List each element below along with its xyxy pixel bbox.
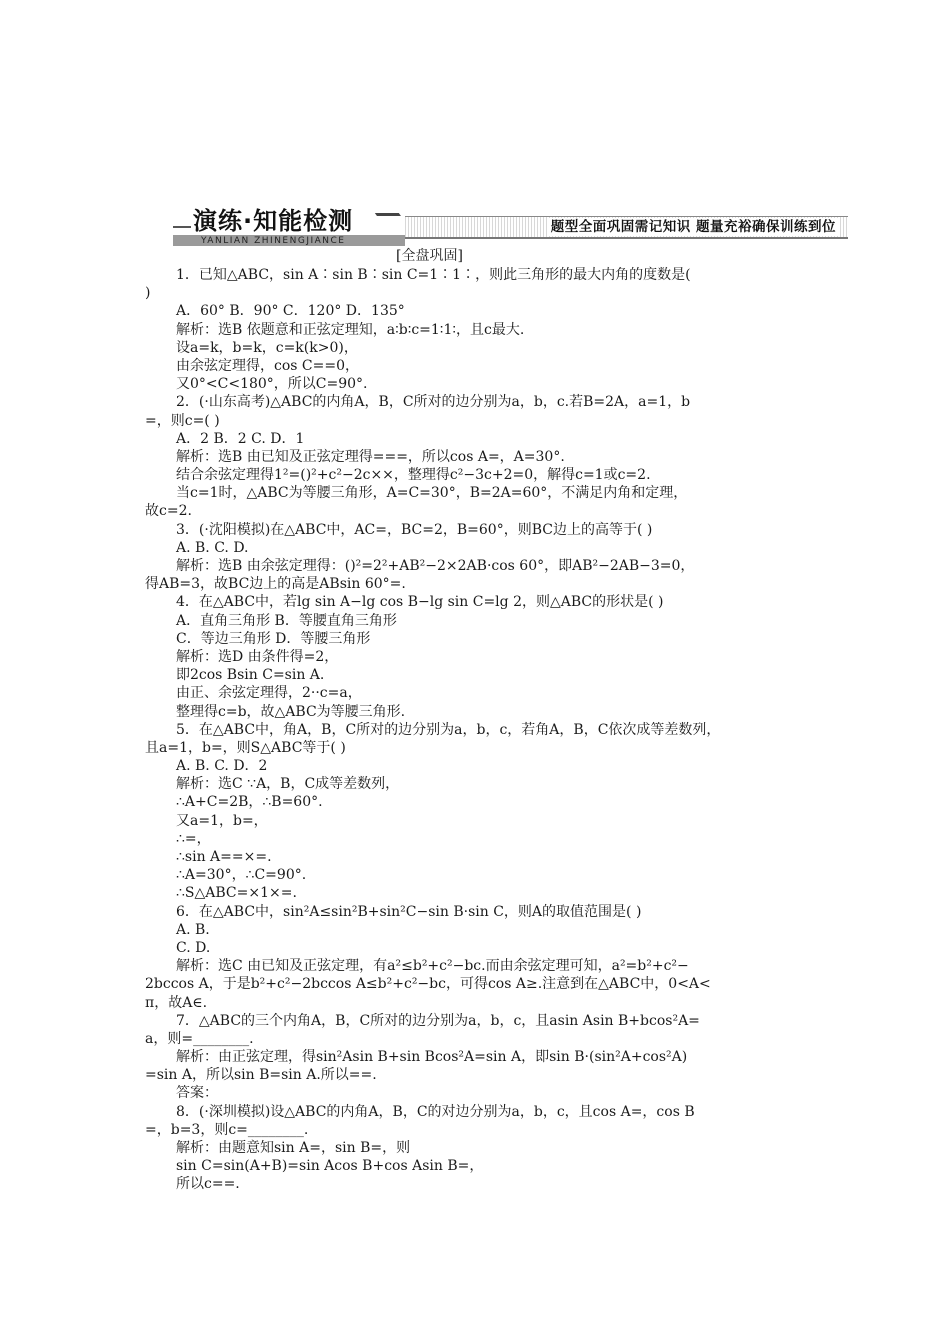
text-line: C．等边三角形 D．等腰三角形: [176, 630, 371, 647]
text-line: 2．(·山东高考)△ABC的内角A，B，C所对的边分别为a，b，c.若B=2A，a=1，b: [176, 394, 691, 411]
text-line: 即2cos Bsin C=sin A.: [176, 667, 325, 684]
text-line: 3．(·沈阳模拟)在△ABC中，AC=，BC=2，B=60°，则BC边上的高等于( ): [176, 521, 653, 538]
text-line: 整理得c=b，故△ABC为等腰三角形.: [176, 703, 406, 720]
text-line: 又a=1，b=，: [176, 812, 268, 829]
text-line: 7．△ABC的三个内角A，B，C所对的边分别为a，b，c，且asin Asin B+bcos²A=: [176, 1012, 700, 1029]
text-line: 解析：选C 由已知及正弦定理，有a²≤b²+c²−bc.而由余弦定理可知，a²=b²+c²−: [176, 958, 689, 975]
text-line: ∴sin A==×=.: [176, 849, 272, 865]
text-line: 5．在△ABC中，角A，B，C所对的边分别为a，b，c，若角A，B，C依次成等差数列，: [176, 721, 721, 738]
text-line: 解析：选C ∵A，B，C成等差数列，: [176, 776, 400, 793]
text-line: =，b=3，则c=________.: [145, 1121, 309, 1138]
text-line: 解析：选B 由余弦定理得：()²=2²+AB²−2×2AB·cos 60°，即AB²−2AB−3=0，: [176, 558, 695, 574]
text-line: 8．(·深圳模拟)设△ABC的内角A，B，C的对边分别为a，b，c，且cos A=，cos B: [176, 1103, 695, 1120]
text-line: ∴A=30°，∴C=90°.: [176, 867, 307, 884]
text-line: π，故A∈.: [145, 994, 208, 1011]
text-line: sin C=sin(A+B)=sin Acos B+cos Asin B=，: [176, 1158, 484, 1175]
text-line: 6．在△ABC中，sin²A≤sin²B+sin²C−sin B·sin C，则A的取值范围是( ): [176, 903, 642, 920]
text-line: 解析：由正弦定理，得sin²Asin B+sin Bcos²A=sin A，即sin B·(sin²A+cos²A): [176, 1049, 688, 1066]
text-line: 结合余弦定理得1²=()²+c²−2c××，整理得c²−3c+2=0，解得c=1或c=2.: [176, 467, 651, 484]
text-line: A．2 B．2 C. D．1: [176, 430, 305, 447]
text-line: 所以c==.: [176, 1176, 240, 1193]
text-line: 设a=k，b=k，c=k(k>0)，: [176, 339, 358, 356]
text-line: =，则c=( ): [145, 412, 220, 429]
text-line: 由余弦定理得，cos C==0，: [176, 357, 359, 374]
text-line: C. D.: [176, 939, 211, 956]
text-line: 由正、余弦定理得，2··c=a，: [176, 685, 362, 702]
text-line: ): [145, 285, 151, 302]
banner-pinyin: YANLIAN ZHINENGJIANCE: [201, 236, 346, 246]
text-line: A．60° B．90° C．120° D．135°: [176, 303, 405, 320]
text-line: a，则=________.: [145, 1030, 254, 1047]
text-line: A. B. C. D．2: [176, 758, 268, 775]
text-line: 得AB=3，故BC边上的高是ABsin 60°=.: [145, 576, 406, 593]
text-line: 又0°<C<180°，所以C=90°.: [176, 376, 368, 393]
banner-tagline-strip: [405, 216, 848, 239]
text-line: 2bccos A，于是b²+c²−2bccos A≤b²+c²−bc，可得cos A≥.注意到在△ABC中，0<A<: [145, 976, 711, 993]
text-line: 当c=1时，△ABC为等腰三角形，A=C=30°，B=2A=60°，不满足内角和定理，: [176, 485, 688, 502]
text-line: 4．在△ABC中，若lg sin A−lg cos B−lg sin C=lg 2，则△ABC的形状是( ): [176, 594, 664, 611]
section-title: [全盘巩固]: [396, 248, 463, 264]
text-line: 故c=2.: [145, 503, 192, 520]
text-line: 解析：选B 依题意和正弦定理知，a∶b∶c=1∶1∶，且c最大.: [176, 321, 525, 338]
text-line: =sin A，所以sin B=sin A.所以==.: [145, 1067, 377, 1084]
text-line: ∴A+C=2B，∴B=60°.: [176, 794, 323, 811]
banner-left-block: [173, 207, 405, 245]
document-body: [145, 266, 810, 1194]
banner-title: 演练·知能检测: [193, 207, 354, 235]
text-line: 且a=1，b=，则S△ABC等于( ): [145, 739, 346, 756]
text-line: 解析：由题意知sin A=，sin B=，则: [176, 1140, 411, 1156]
section-banner: [173, 207, 848, 245]
text-line: 解析：选D 由条件得=2，: [176, 648, 339, 665]
text-line: 解析：选B 由已知及正弦定理得===，所以cos A=，A=30°.: [176, 448, 565, 465]
text-line: ∴S△ABC=×1×=.: [176, 885, 297, 902]
text-line: A. B.: [176, 921, 210, 938]
text-line: A．直角三角形 B．等腰直角三角形: [176, 612, 397, 629]
text-line: A. B. C. D.: [176, 539, 249, 556]
text-line: 答案：: [176, 1085, 218, 1102]
banner-tagline: 题型全面巩固需记知识 题量充裕确保训练到位: [547, 218, 840, 236]
text-line: ∴=，: [176, 830, 211, 847]
text-line: 1．已知△ABC，sin A∶sin B∶sin C=1∶1∶，则此三角形的最大内角的度数是(: [176, 267, 691, 283]
